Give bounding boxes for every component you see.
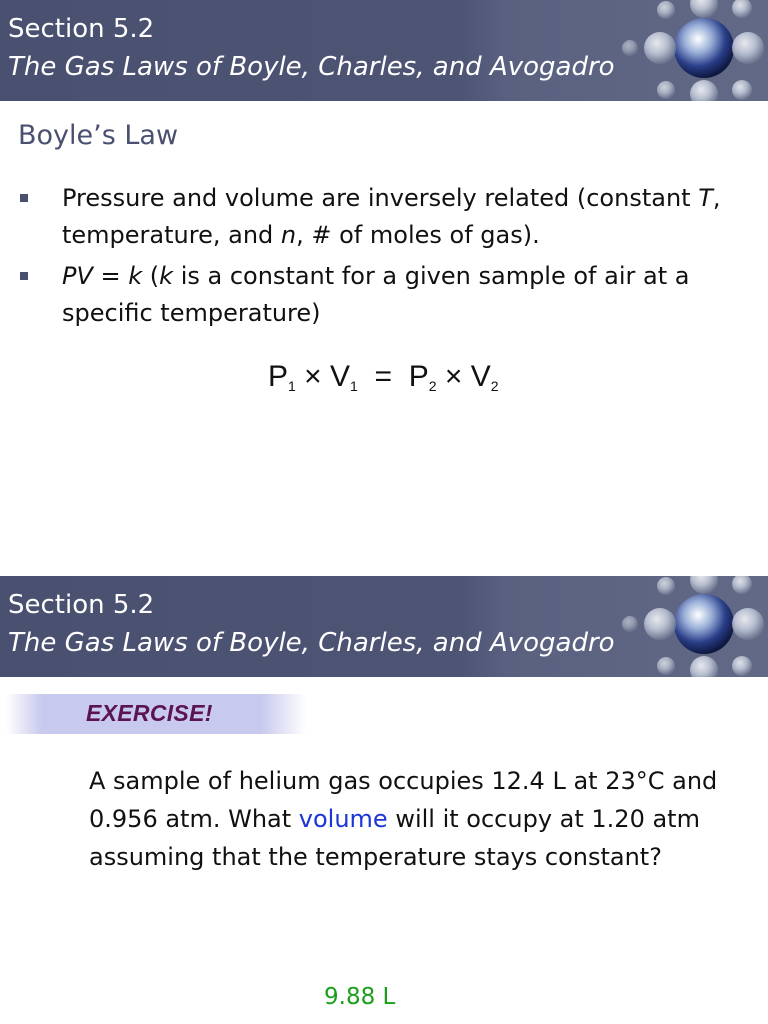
section-number: Section 5.2 bbox=[8, 14, 155, 44]
slide-exercise bbox=[0, 576, 768, 1024]
section-title: The Gas Laws of Boyle, Charles, and Avogadro bbox=[8, 52, 615, 82]
exercise-answer: 9.88 L bbox=[324, 984, 396, 1010]
square-bullet-icon bbox=[20, 272, 28, 280]
bullet-list bbox=[18, 180, 738, 336]
section-number: Section 5.2 bbox=[8, 590, 155, 620]
bullet-item: Pressure and volume are inversely related (constant T, temperature, and n, # of moles of gas). bbox=[18, 180, 738, 254]
square-bullet-icon bbox=[20, 194, 28, 202]
molecule-decoration-icon bbox=[600, 576, 768, 677]
exercise-question: A sample of helium gas occupies 12.4 L at 23°C and 0.956 atm. What volume will it occupy at 1.20 atm assuming that the temperature stays constant? bbox=[89, 767, 718, 871]
slide-header bbox=[0, 576, 768, 677]
highlighted-word: volume bbox=[298, 805, 388, 833]
slide-heading: Boyle’s Law bbox=[18, 120, 179, 151]
molecule-decoration-icon bbox=[600, 0, 768, 101]
bullet-item: PV = k (k is a constant for a given sample of air at a specific temperature) bbox=[18, 258, 738, 332]
slide-header bbox=[0, 0, 768, 101]
exercise-banner bbox=[6, 694, 306, 734]
section-title: The Gas Laws of Boyle, Charles, and Avogadro bbox=[8, 628, 615, 658]
exercise-label: EXERCISE! bbox=[86, 700, 213, 726]
boyle-equation: $P_1 \times V_1 = P_2 \times V_2$ bbox=[268, 360, 499, 394]
